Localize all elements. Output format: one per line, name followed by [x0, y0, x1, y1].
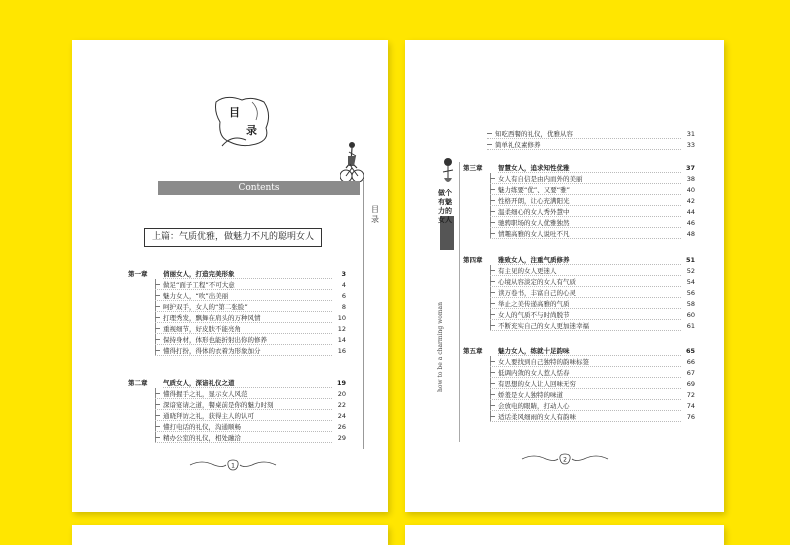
page-ref: 69 — [686, 379, 695, 388]
chapter-1 — [128, 268, 346, 356]
entry-title: 懂打电话的礼仪，沟通顺畅 — [155, 422, 332, 432]
chapter-number: 第二章 — [128, 379, 148, 387]
chapter-heading[interactable] — [128, 268, 346, 279]
chapter-title: 雅致女人，注重气质修养 — [498, 255, 681, 265]
toc-entry[interactable] — [128, 388, 346, 399]
contents-banner — [158, 181, 360, 195]
entry-title: 做足“面子工程”不可大意 — [155, 280, 332, 290]
page-ref: 29 — [337, 433, 346, 442]
page-ref: 37 — [685, 163, 695, 172]
part-title-box — [144, 228, 322, 247]
toc-entry[interactable] — [463, 367, 695, 378]
toc-entry[interactable] — [463, 411, 695, 422]
toc-entry[interactable] — [128, 301, 346, 312]
toc-entry[interactable] — [463, 356, 695, 367]
chapter-heading[interactable] — [128, 377, 346, 388]
toc-entry[interactable] — [475, 139, 695, 150]
footer-ornament — [188, 458, 278, 472]
toc-entry[interactable] — [463, 173, 695, 184]
page-number: 2 — [563, 456, 567, 464]
chapter-4 — [463, 254, 695, 331]
entry-title: 有主见的女人更迷人 — [490, 266, 681, 276]
page-ref: 26 — [337, 422, 346, 431]
entry-title: 有思想的女人让人回味无穷 — [490, 379, 681, 389]
page-number: 1 — [231, 462, 235, 470]
page-ref: 33 — [686, 140, 695, 149]
entry-title: 深谙宴请之道，餐桌前是你的魅力时刻 — [155, 400, 332, 410]
toc-entry[interactable] — [463, 184, 695, 195]
page-ref: 12 — [337, 324, 346, 333]
chapter-title: 智慧女人，追求知性优雅 — [498, 163, 681, 173]
page-ref: 51 — [685, 255, 695, 264]
toc-entry[interactable] — [475, 128, 695, 139]
spine-text: how to be a charming woman — [437, 301, 444, 392]
toc-entry[interactable] — [463, 276, 695, 287]
next-page-right-edge — [405, 525, 724, 545]
toc-entry[interactable] — [128, 421, 346, 432]
page-ref: 22 — [337, 400, 346, 409]
page-ref: 6 — [341, 291, 346, 300]
toc-entry[interactable] — [128, 345, 346, 356]
toc-entry[interactable] — [463, 287, 695, 298]
chapter-number: 第三章 — [463, 164, 483, 172]
entry-title: 女人要找到自己独特的韵味标签 — [490, 357, 681, 367]
entry-title: 不断充实自己的女人更加迷幸福 — [490, 321, 681, 331]
entry-title: 知吃西餐的礼仪，优雅从容 — [487, 129, 681, 139]
page-ref: 10 — [337, 313, 346, 322]
page-ref: 38 — [686, 174, 695, 183]
title-art-frame — [212, 92, 276, 150]
page-ref: 8 — [341, 302, 346, 311]
entry-title: 举止之美传递高雅的气质 — [490, 299, 681, 309]
entry-title: 魅力练要“优”、又要“雅” — [490, 185, 681, 195]
chapter-3 — [463, 162, 695, 239]
chapter-heading[interactable] — [463, 254, 695, 265]
page-ref: 72 — [686, 390, 695, 399]
page-ref: 56 — [686, 288, 695, 297]
toc-entry[interactable] — [463, 228, 695, 239]
entry-title: 适话柔风细雨的女人有韵味 — [490, 412, 681, 422]
side-rule — [363, 179, 364, 449]
chapter-number: 第四章 — [463, 256, 483, 264]
page-ref: 74 — [686, 401, 695, 410]
toc-entry[interactable] — [463, 206, 695, 217]
page-ref: 3 — [341, 269, 346, 278]
entry-title: 重视细节，好皮肤不能亮角 — [155, 324, 332, 334]
toc-entry[interactable] — [128, 290, 346, 301]
toc-entry[interactable] — [128, 410, 346, 421]
entry-title: 女人的气质不与时尚脱节 — [490, 310, 681, 320]
entry-title: 打理秀发，飘舞在肩头的万种风情 — [155, 313, 332, 323]
toc-entry[interactable] — [128, 399, 346, 410]
toc-entry[interactable] — [463, 217, 695, 228]
page-ref: 19 — [336, 378, 346, 387]
entry-title: 温柔细心的女人秀外慧中 — [490, 207, 681, 217]
page-ref: 20 — [337, 389, 346, 398]
side-section-label: 目录 — [371, 205, 379, 224]
entry-title: 呵护双手，女人的“第二张脸” — [155, 302, 332, 312]
entry-title: 懂得打扮，得体的衣着为形象加分 — [155, 346, 332, 356]
page-ref: 54 — [686, 277, 695, 286]
page-ref: 42 — [686, 196, 695, 205]
page-ref: 58 — [686, 299, 695, 308]
toc-entry[interactable] — [128, 432, 346, 443]
toc-entry[interactable] — [463, 378, 695, 389]
entry-title: 心境从容淡定的女人有气质 — [490, 277, 681, 287]
page-ref: 66 — [686, 357, 695, 366]
next-page-left-edge — [72, 525, 388, 545]
entry-title: 驰骋职场的女人优雅独然 — [490, 218, 681, 228]
chapter-5 — [463, 345, 695, 422]
page-ref: 60 — [686, 310, 695, 319]
page-ref: 16 — [337, 346, 346, 355]
entry-title: 保持身材，体形也能折射出你的修养 — [155, 335, 332, 345]
chapter-number: 第五章 — [463, 347, 483, 355]
chapter-heading[interactable] — [463, 345, 695, 356]
page-ref: 44 — [686, 207, 695, 216]
woman-on-bicycle-icon — [340, 140, 364, 184]
intro-entries — [475, 128, 695, 150]
toc-entry[interactable] — [463, 320, 695, 331]
page-ref: 40 — [686, 185, 695, 194]
page-ref: 76 — [686, 412, 695, 421]
entry-title: 懂得握手之礼，显示女人风范 — [155, 389, 332, 399]
page-ref: 24 — [337, 411, 346, 420]
entry-title: 性格开朗，让心充满阳光 — [490, 196, 681, 206]
chapter-title: 魅力女人，练就十足韵味 — [498, 346, 681, 356]
title-char-mu: 目 — [229, 106, 240, 119]
entry-title: 通晓拜访之礼，获得主人的认可 — [155, 411, 332, 421]
toc-entry[interactable] — [463, 400, 695, 411]
chapter-title: 俏丽女人，打造完美形象 — [163, 269, 332, 279]
book-title-text: 做个有魅力的女人 — [438, 188, 452, 224]
chapter-2 — [128, 377, 346, 443]
entry-title: 会放电的眼睛，打动人心 — [490, 401, 681, 411]
toc-entry[interactable] — [128, 334, 346, 345]
book-title-vertical — [434, 156, 462, 274]
toc-entry[interactable] — [128, 312, 346, 323]
entry-title: 魅力女人，“吹”出美丽 — [155, 291, 332, 301]
page-ref: 14 — [337, 335, 346, 344]
entry-title: 女人有自信是由内而外的美丽 — [490, 174, 681, 184]
part-title: 上篇：气质优雅，做魅力不凡的聪明女人 — [151, 232, 314, 242]
page-ref: 52 — [686, 266, 695, 275]
entry-title: 读万卷书，丰富自己的心灵 — [490, 288, 681, 298]
title-char-lu: 录 — [246, 124, 257, 137]
toc-entry[interactable] — [128, 323, 346, 334]
chapter-title: 气质女人，深谙礼仪之道 — [163, 378, 332, 388]
toc-entry[interactable] — [463, 195, 695, 206]
chapter-heading[interactable] — [463, 162, 695, 173]
entry-title: 低调内敛的女人惹人恬春 — [490, 368, 681, 378]
contents-label: Contents — [238, 183, 280, 193]
entry-title: 情趣高雅的女人说吐不凡 — [490, 229, 681, 239]
toc-title-art — [212, 92, 276, 150]
toc-entry[interactable] — [463, 265, 695, 276]
entry-title: 娇羞是女人独特的味道 — [490, 390, 681, 400]
entry-title: 精办公室的礼仪，相处融洽 — [155, 433, 332, 443]
page-ref: 48 — [686, 229, 695, 238]
toc-entry[interactable] — [463, 309, 695, 320]
page-ref: 46 — [686, 218, 695, 227]
page-ref: 67 — [686, 368, 695, 377]
page-ref: 31 — [686, 129, 695, 138]
toc-entry[interactable] — [463, 389, 695, 400]
page-ref: 61 — [686, 321, 695, 330]
page-ref: 4 — [341, 280, 346, 289]
vertical-rule — [459, 162, 460, 442]
page-ref: 65 — [685, 346, 695, 355]
entry-title: 简单礼仪素修养 — [487, 140, 681, 150]
footer-ornament — [520, 452, 610, 466]
chapter-number: 第一章 — [128, 270, 148, 278]
toc-entry[interactable] — [128, 279, 346, 290]
toc-entry[interactable] — [463, 298, 695, 309]
